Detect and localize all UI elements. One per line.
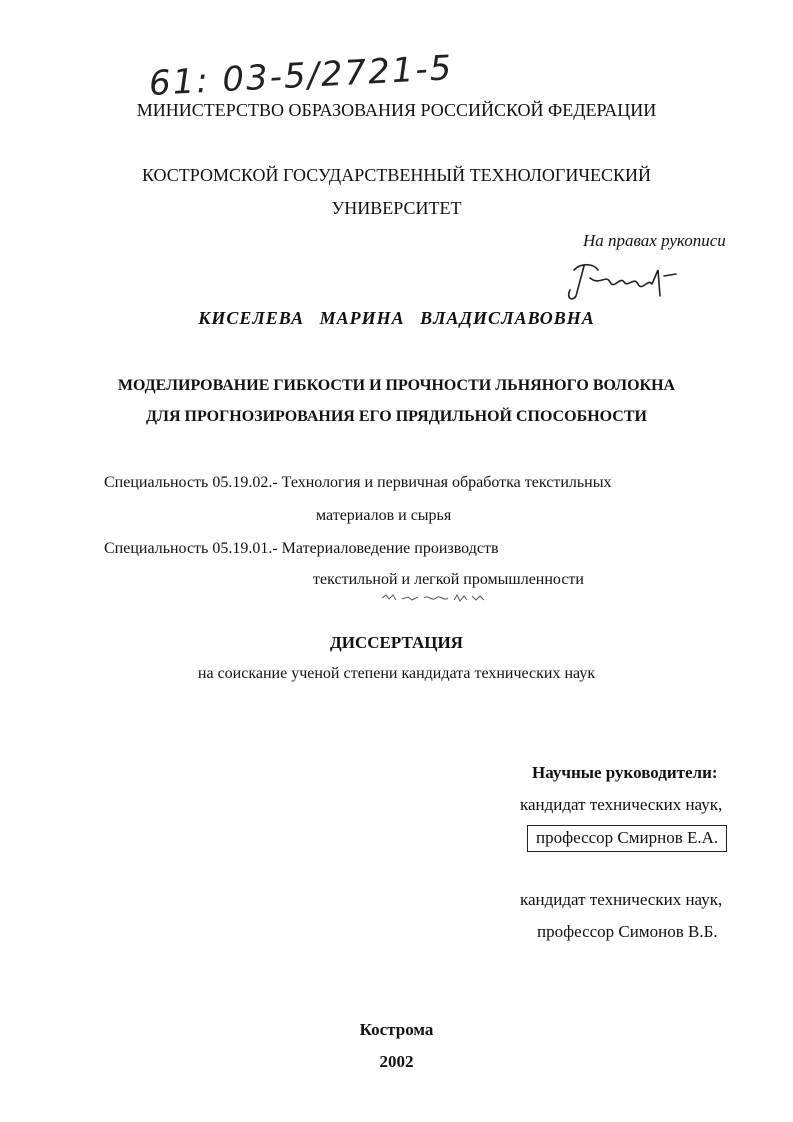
- thesis-title-line1: МОДЕЛИРОВАНИЕ ГИБКОСТИ И ПРОЧНОСТИ ЛЬНЯНОГО ВОЛОКНА: [117, 377, 676, 394]
- specialty-2-line1: Специальность 05.19.01.- Материаловедение производств: [104, 540, 499, 557]
- manuscript-note: На правах рукописи: [583, 231, 726, 250]
- city: Кострома: [359, 1020, 434, 1039]
- specialty-2-line2: текстильной и легкой промышленности: [313, 571, 584, 588]
- year: 2002: [379, 1052, 414, 1071]
- document-type: ДИССЕРТАЦИЯ: [330, 633, 463, 652]
- signature: [560, 256, 680, 304]
- thesis-title-line2: ДЛЯ ПРОГНОЗИРОВАНИЯ ЕГО ПРЯДИЛЬНОЙ СПОСОБНОСТИ: [146, 408, 647, 425]
- university-name-line2: УНИВЕРСИТЕТ: [331, 198, 462, 218]
- author-name: КИСЕЛЕВА МАРИНА ВЛАДИСЛАВОВНА: [198, 308, 595, 328]
- supervisor-1-name: профессор Смирнов Е.А.: [527, 825, 727, 852]
- supervisor-2-name: профессор Симонов В.Б.: [537, 922, 718, 941]
- university-name-line1: КОСТРОМСКОЙ ГОСУДАРСТВЕННЫЙ ТЕХНОЛОГИЧЕСКИЙ: [141, 165, 652, 185]
- supervisor-1-degree: кандидат технических наук,: [520, 795, 723, 814]
- supervisors-heading: Научные руководители:: [532, 763, 718, 782]
- degree-line: на соискание ученой степени кандидата технических наук: [197, 665, 596, 682]
- supervisor-2-degree: кандидат технических наук,: [520, 890, 723, 909]
- specialty-1-line1: Специальность 05.19.02.- Технология и первичная обработка текстильных: [104, 474, 612, 491]
- specialty-1-line2: материалов и сырья: [316, 507, 452, 524]
- scan-noise: [380, 590, 490, 606]
- archive-stamp: 61: 03-5/2721-5: [148, 48, 455, 104]
- ministry-header: МИНИСТЕРСТВО ОБРАЗОВАНИЯ РОССИЙСКОЙ ФЕДЕРАЦИИ: [136, 100, 657, 120]
